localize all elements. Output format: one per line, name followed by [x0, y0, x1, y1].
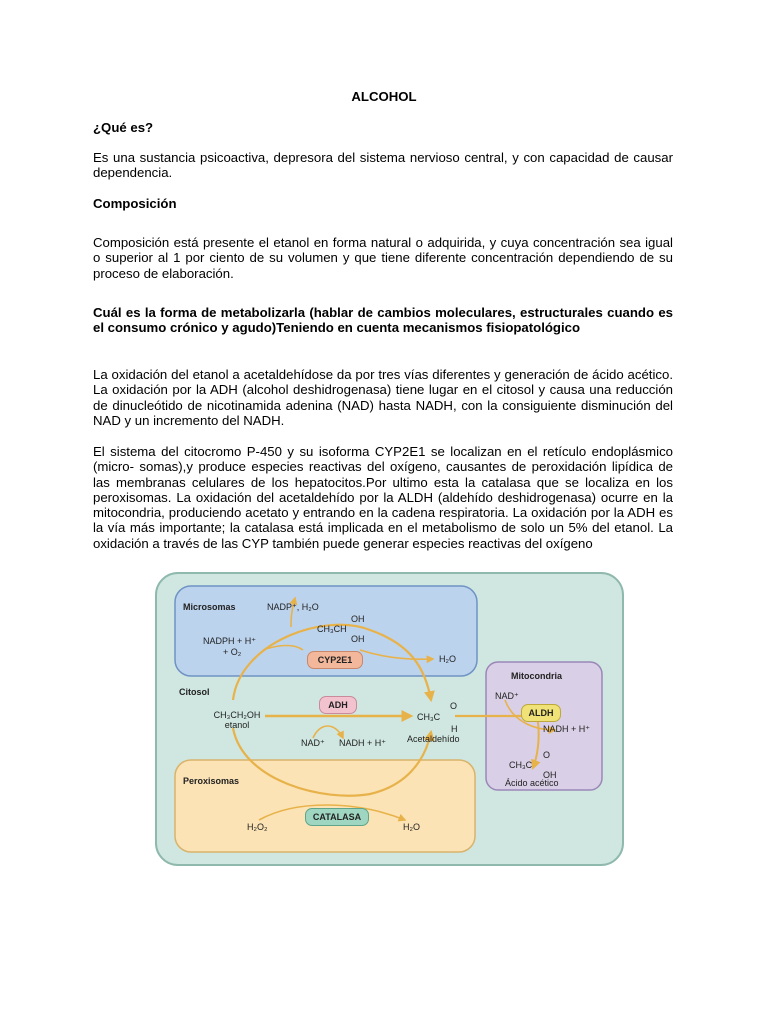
label-etanol: etanol — [224, 720, 250, 730]
heading-composicion: Composición — [93, 196, 177, 211]
label-acetaldehido: Acetaldehído — [407, 734, 460, 744]
enzyme-aldh: ALDH — [521, 704, 561, 722]
label-acido-acetico: Ácido acético — [505, 778, 559, 788]
label-nad-mito: NAD⁺ — [495, 691, 519, 701]
heading-que-es: ¿Qué es? — [93, 120, 154, 135]
label-acetaldehyde-h: H — [451, 724, 458, 734]
label-o2: + O₂ — [223, 647, 242, 657]
paragraph-citocromo: El sistema del citocromo P-450 y su isoforma CYP2E1 se localizan en el retículo endoplásmico (micro- somas),y produce especies reactivas del oxígeno, causantes de peroxidación lipídica de las membranas celulares de los hepatocitos.Por ultimo esta la catalasa que se localiza en los peroxisomas. La oxidación del acetaldehído por la ALDH (aldehído deshidrogenasa) ocurre en la mitocondria, produciendo acetato y entrando en la cadena respiratoria. La oxidación por la ADH es la vía más importante; la catalasa está implicada en el metabolismo de solo un 5% del etanol. La oxidación a través de las CYP también puede generar especies reactivas del oxígeno — [93, 444, 673, 551]
paragraph-composicion: Composición está presente el etanol en forma natural o adquirida, y cuya concentración sea igual o superior al 1 por ciento de su volumen y que tiene diferente concentración dependiendo de su proceso de elaboración. — [93, 235, 673, 281]
label-mitocondria: Mitocondria — [511, 671, 562, 681]
label-acetaldehyde-o: O — [450, 701, 458, 711]
label-acetic-formula: CH₃C — [509, 760, 533, 770]
label-acetic-oh: OH — [543, 770, 557, 780]
label-nadh-adh: NADH + H⁺ — [339, 738, 387, 748]
label-microsomas: Microsomas — [183, 602, 236, 612]
enzyme-catalasa: CATALASA — [305, 808, 369, 826]
label-etanol-formula: CH₃CH₂OH — [213, 710, 261, 720]
peroxisome-region — [175, 760, 475, 852]
ethanol-metabolism-diagram — [155, 572, 624, 866]
heading-metabolismo: Cuál es la forma de metabolizarla (hablar de cambios moleculares, estructurales cuando es el consumo crónico y agudo)Teniendo en cuenta mecanismos fisiopatológico — [93, 305, 673, 336]
label-peroxisomas: Peroxisomas — [183, 776, 240, 786]
label-h2o2: H₂O₂ — [247, 822, 268, 832]
label-hemiacetal-oh-bottom: OH — [351, 634, 365, 644]
label-nad-adh: NAD⁺ — [301, 738, 325, 748]
label-acetaldehyde-formula: CH₃C — [417, 712, 441, 722]
label-nadp-h2o: NADP⁺, H₂O — [267, 602, 319, 612]
label-hemiacetal-oh-top: OH — [351, 614, 365, 624]
label-citosol: Citosol — [179, 687, 210, 697]
paragraph-oxidacion: La oxidación del etanol a acetaldehídose da por tres vías diferentes y generación de ácido acético. La oxidación por la ADH (alcohol deshidrogenasa) tiene lugar en el citosol y causa una reducción de dinucleótido de nicotinamida adenina (NAD) hasta NADH, con la consiguiente disminución del NAD y un incremento del NADH. — [93, 367, 673, 428]
label-h2o-micro: H₂O — [439, 654, 456, 664]
label-nadh-mito: NADH + H⁺ — [543, 724, 591, 734]
paragraph-definicion: Es una sustancia psicoactiva, depresora del sistema nervioso central, y con capacidad de causar dependencia. — [93, 150, 673, 181]
label-h2o-perox: H₂O — [403, 822, 420, 832]
label-nadph: NADPH + H⁺ — [203, 636, 257, 646]
doc-title: ALCOHOL — [351, 89, 417, 104]
label-acetic-o: O — [543, 750, 551, 760]
label-hemiacetal: CH₃CH — [317, 624, 347, 634]
enzyme-cyp2e1: CYP2E1 — [307, 651, 363, 669]
enzyme-adh: ADH — [319, 696, 357, 714]
